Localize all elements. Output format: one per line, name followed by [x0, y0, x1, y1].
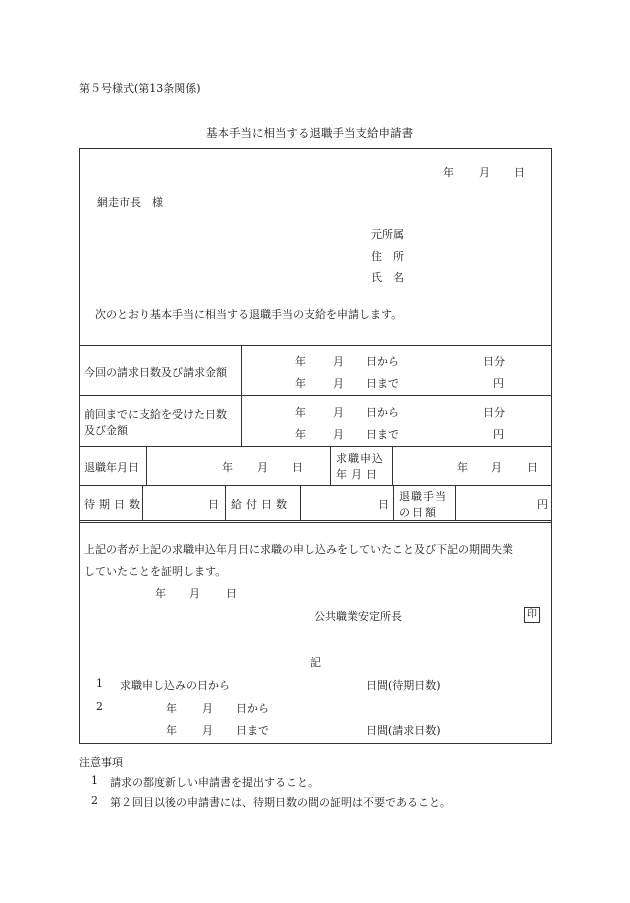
- current-claim-label: 今回の請求日数及び請求金額: [84, 366, 227, 379]
- current-from-day: 日から: [366, 355, 399, 368]
- addressee: 網走市長 様: [97, 196, 163, 209]
- retirement-month: 月: [257, 461, 268, 474]
- job-application-label-line1: 求職申込: [336, 452, 384, 465]
- certification-month: 月: [189, 587, 200, 600]
- divider: [300, 485, 301, 520]
- divider: [79, 520, 552, 521]
- current-from-year: 年: [295, 355, 306, 368]
- item1-number: 1: [96, 677, 103, 690]
- divider: [79, 522, 552, 523]
- notes-heading: 注意事項: [79, 756, 123, 769]
- item2-tail: 日間(請求日数): [366, 724, 441, 737]
- record-heading: 記: [310, 656, 321, 669]
- daily-allowance-label-line2: の日額: [399, 506, 438, 519]
- item2-from-month: 月: [202, 702, 213, 715]
- item2-from-year: 年: [166, 702, 177, 715]
- current-from-month: 月: [333, 355, 344, 368]
- application-date-month: 月: [479, 166, 490, 179]
- job-application-month: 月: [491, 461, 502, 474]
- divider: [330, 446, 331, 485]
- form-title: 基本手当に相当する退職手当支給申請書: [206, 126, 413, 140]
- form-number: 第５号様式(第13条関係): [79, 82, 201, 95]
- daily-allowance-label-line1: 退職手当: [399, 490, 447, 503]
- seal-mark: 印: [524, 607, 540, 623]
- previous-label-line2: 及び金額: [84, 424, 128, 437]
- previous-days-unit: 日分: [483, 406, 505, 419]
- current-days-unit: 日分: [483, 355, 505, 368]
- current-to-year: 年: [295, 377, 306, 390]
- job-application-label-line2: 年月日: [336, 468, 381, 481]
- current-amount-unit: 円: [493, 377, 504, 390]
- divider: [393, 485, 394, 520]
- note-2-text: 第２回目以後の申請書には、待期日数の間の証明は不要であること。: [110, 796, 451, 809]
- divider: [79, 446, 552, 447]
- retirement-day: 日: [292, 461, 303, 474]
- note-1-number: 1: [91, 774, 98, 787]
- application-date-day: 日: [514, 166, 525, 179]
- divider: [79, 485, 552, 486]
- divider: [392, 446, 393, 485]
- certification-year: 年: [155, 587, 166, 600]
- name-label: 氏 名: [371, 271, 404, 284]
- job-application-year: 年: [457, 461, 468, 474]
- previous-amount-unit: 円: [493, 428, 504, 441]
- benefit-days-label: 給付日数: [231, 498, 291, 511]
- previous-to-day: 日まで: [366, 428, 399, 441]
- benefit-days-unit: 日: [378, 498, 389, 511]
- divider: [455, 485, 456, 520]
- previous-from-year: 年: [295, 406, 306, 419]
- request-text: 次のとおり基本手当に相当する退職手当の支給を申請します。: [95, 308, 403, 321]
- previous-to-month: 月: [333, 428, 344, 441]
- divider: [79, 395, 552, 396]
- divider: [241, 345, 242, 446]
- item2-to-day: 日まで: [236, 724, 269, 737]
- previous-to-year: 年: [295, 428, 306, 441]
- retirement-date-label: 退職年月日: [84, 461, 139, 474]
- item2-number: 2: [96, 700, 103, 713]
- daily-allowance-unit: 円: [537, 498, 548, 511]
- divider: [225, 485, 226, 520]
- previous-from-day: 日から: [366, 406, 399, 419]
- issuer: 公共職業安定所長: [314, 610, 402, 623]
- note-1-text: 請求の都度新しい申請書を提出すること。: [110, 776, 319, 789]
- certification-text-line2: していたことを証明します。: [84, 565, 227, 578]
- item2-to-month: 月: [202, 724, 213, 737]
- item2-from-day: 日から: [236, 702, 269, 715]
- job-application-day: 日: [527, 461, 538, 474]
- current-to-day: 日まで: [366, 377, 399, 390]
- previous-label-line1: 前回までに支給を受けた日数: [84, 408, 227, 421]
- current-to-month: 月: [333, 377, 344, 390]
- note-2-number: 2: [91, 794, 98, 807]
- waiting-days-unit: 日: [208, 498, 219, 511]
- application-date-year: 年: [443, 166, 454, 179]
- certification-text-line1: 上記の者が上記の求職申込年月日に求職の申し込みをしていたこと及び下記の期間失業: [84, 543, 513, 556]
- previous-from-month: 月: [333, 406, 344, 419]
- divider: [146, 446, 147, 485]
- item1-text: 求職申し込みの日から: [120, 679, 230, 692]
- waiting-days-label: 待期日数: [84, 498, 144, 511]
- former-affiliation-label: 元所属: [371, 228, 404, 241]
- address-label: 住 所: [371, 250, 404, 263]
- certification-day: 日: [226, 587, 237, 600]
- retirement-year: 年: [222, 461, 233, 474]
- divider: [79, 345, 552, 346]
- item1-tail: 日間(待期日数): [366, 679, 441, 692]
- item2-to-year: 年: [166, 724, 177, 737]
